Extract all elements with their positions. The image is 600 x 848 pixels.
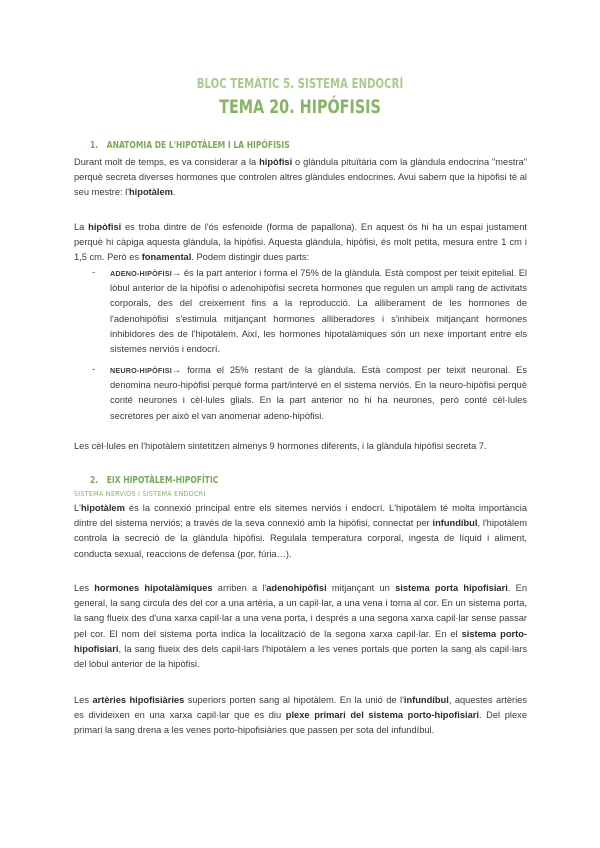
bold-term: hormones hipotalàmiques	[94, 583, 213, 593]
bold-term: fonamental	[141, 252, 192, 263]
section2-paragraph-3	[74, 693, 527, 739]
bold-term: infundíbul	[403, 695, 449, 705]
section1-paragraph-1	[74, 155, 527, 201]
bold-term: infundíbul	[432, 518, 478, 529]
section2-paragraph-2	[74, 581, 527, 672]
list-item-adenohipofisi	[110, 266, 527, 357]
section1-heading	[90, 140, 290, 151]
text-run: arriben a l'	[212, 583, 267, 593]
list-item-text: és la part anterior i forma el 75% de la glàndula. Està compost per teixit epitelial. El lòbul anterior de la hipòfisi o adenohipòfisi secreta hormones que regulen un ampli rang de activitats corporals, des del creixement fins a la reproducció. La alliberament de les hormones de l'adenohipòfisi s'estimula mitjançant hormones alliberadores i s'inhibeix mitjançant hormones inhibidores des de l'hipotàlem. Així, les hormones hipotalàmiques són un nexe important entre els sistemes nerviós i endocrí.	[110, 268, 527, 355]
list-item-label: ADENO-HIPÒFISI	[110, 269, 172, 278]
text-run: .	[172, 187, 176, 198]
text-run: , la sang flueix des dels capil·lars l'hipotàlem a les venes portals que porten la sang als capil·lars del lòbul anterior de la hipòfisi.	[74, 643, 527, 670]
bloc-heading: BLOC TEMÀTIC 5. SISTEMA ENDOCRÍ	[196, 77, 404, 92]
text-run: mitjançant un	[326, 583, 396, 593]
bold-term: hipòfisi	[88, 222, 122, 232]
text-run: , aquestes artèries es divideixen en una xarxa capil·lar que es diu	[74, 695, 528, 721]
bold-term: plexe primari del sistema porto-hipofisiari	[285, 710, 479, 721]
text-run: . En general, la sang circula des del cor a una artèria, a un capil·lar, a una vena i torna al cor. En un sistema porta, la sang flueix des d'una xarxa capil·lar a una vena porta, i després a una segona xarxa capil·lar sense passar pel cor. El nom del sistema porta indica la localització de la segona xarxa capil·lar. En el	[74, 583, 527, 639]
bold-term: hipotàlem	[80, 503, 125, 513]
bold-term: hipòfisi	[259, 157, 293, 167]
bold-term: artèries hipofisiàries	[92, 695, 185, 705]
list-item-neurohipofisi	[110, 363, 527, 424]
bold-term: sistema porta hipofisiari	[395, 583, 508, 593]
text-run: es troba dintre de l'ós esfenoide (forma de papallona). En aquest ós hi ha un espai justament perquè hi càpiga aquesta glàndula, la hipòfisi. Aquesta glàndula, hipòfisi, és molt petita, mesura entre 1 cm i 1,5 cm. Però es	[74, 222, 527, 263]
section1-title: ANATOMIA DE L'HIPOTÀLEM I LA HIPÓFISIS	[106, 140, 290, 151]
section2-subtitle: SISTEMA NERVIÓS I SISTEMA ENDOCRÍ	[74, 489, 206, 498]
text-run: Les	[74, 583, 95, 593]
list-dash: -	[92, 267, 96, 277]
section2-paragraph-1	[74, 501, 527, 562]
section1-number: 1.	[90, 140, 99, 151]
arrow-icon: →	[171, 268, 182, 278]
text-run: . Del plexe primari la sang drena a les venes porto-hipofisiàries que passen per sota del infundíbul.	[74, 710, 527, 736]
arrow-icon: →	[171, 365, 182, 375]
text-run: . Podem distingir dues parts:	[191, 252, 310, 263]
section2-heading	[90, 475, 218, 486]
text-run: L'	[74, 503, 81, 513]
text-run: Durant molt de temps, es va considerar a la	[74, 157, 260, 167]
section1-paragraph-3: Les cèl·lules en l'hipotàlem sintetitzen almenys 9 hormones diferents, i la glàndula hipòfisi secreta 7.	[74, 441, 487, 451]
tema-title: TEMA 20. HIPÓFISIS	[219, 96, 381, 118]
list-item-text: forma el 25% restant de la glàndula. Està compost per teixit neuronal. Es denomina neuro-hipòfisi perquè forma part/intervé en el sistema nerviós. En la neuro-hipòfisi perquè conté neurones i cèl·lules glials. En la part anterior no hi ha neurones, però conté cèl·lules secretores per això el van anomenar adeno-hipòfisi.	[110, 365, 527, 421]
bold-term: sistema porto-hipofisiari	[74, 628, 527, 654]
section2-number: 2.	[90, 475, 99, 486]
section1-paragraph-2	[74, 220, 527, 266]
bold-term: adenohipòfisi	[266, 583, 327, 593]
section2-title: EIX HIPOTÀLEM-HIPOFÍTIC	[106, 475, 219, 486]
text-run: , l'hipotàlem controla la secreció de la glàndula hipòfisi. Regulala temperatura corporal, ingesta de líquid i aliment, conducta sexual, reaccions de defensa (por, fúria…).	[74, 518, 527, 559]
text-run: La	[74, 222, 89, 232]
list-dash: -	[92, 364, 96, 374]
text-run: Les	[74, 695, 93, 705]
list-item-label: NEURO-HIPÒFISI	[110, 366, 172, 375]
text-run: superiors porten sang al hipotàlem. En la unió de l'	[184, 695, 404, 705]
text-run: o glàndula pituïtària com la glàndula endocrina "mestra" perquè secreta diverses hormones que controlen altres glàndules endocrines. Avui sabem que la hipòfisi té al seu mestre: l'	[74, 157, 528, 198]
text-run: és la connexió principal entre els sitemes nerviós i endocrí. L'hipotàlem té molta importància dintre del sistema nerviós; a través de la seva connexió amb la hipòfisi, connectat per	[74, 503, 527, 529]
bold-term: hipotàlem	[129, 187, 173, 198]
